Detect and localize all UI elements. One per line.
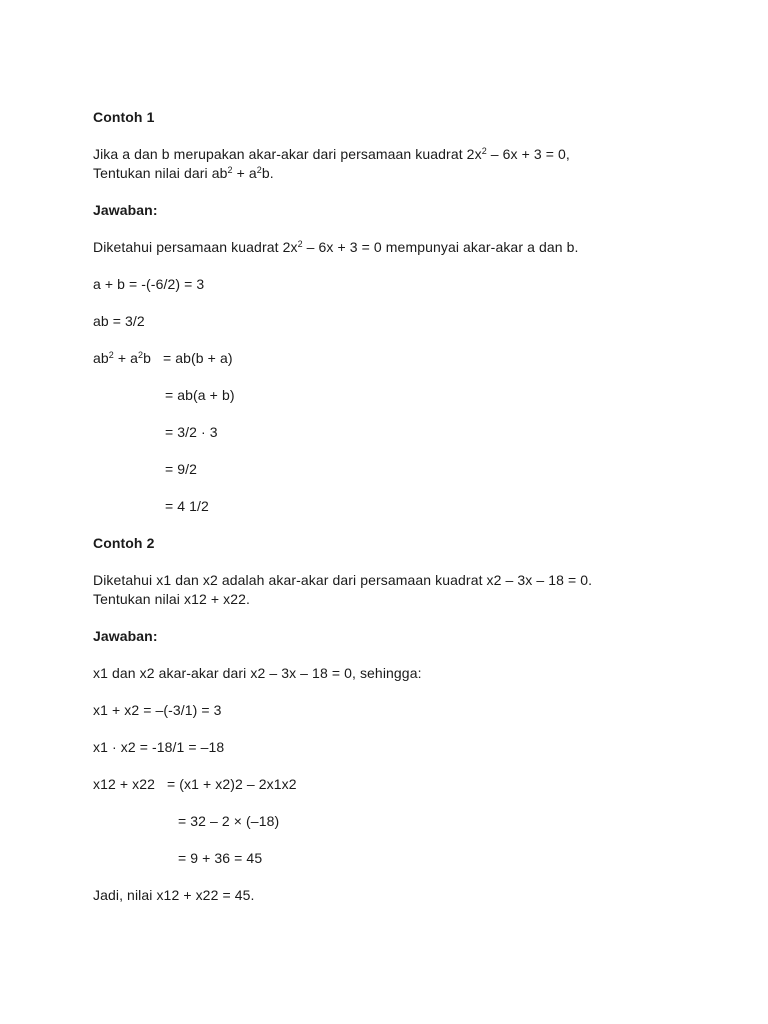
superscript: 2 bbox=[481, 146, 487, 156]
example2-given: x1 dan x2 akar-akar dari x2 – 3x – 18 = 0, sehingga: bbox=[93, 665, 422, 681]
example2-expression: x12 + x22 = (x1 + x2)2 – 2x1x2 bbox=[93, 776, 297, 792]
example2-sum: x1 + x2 = –(-3/1) = 3 bbox=[93, 702, 222, 718]
example1-step3: = 9/2 bbox=[165, 461, 198, 477]
example1-step4: = 4 1/2 bbox=[165, 498, 209, 514]
superscript: 2 bbox=[108, 350, 114, 360]
superscript: 2 bbox=[227, 165, 233, 175]
superscript: 2 bbox=[256, 165, 262, 175]
example1-expression bbox=[93, 349, 233, 367]
text-segment: b. bbox=[261, 165, 274, 181]
example2-step1: = 32 – 2 × (–18) bbox=[178, 813, 280, 829]
text-segment: – 6x + 3 = 0, bbox=[486, 146, 570, 162]
example1-question-line1 bbox=[93, 145, 570, 163]
example1-heading: Contoh 1 bbox=[93, 109, 155, 125]
example1-product: ab = 3/2 bbox=[93, 313, 145, 329]
example2-question-line2: Tentukan nilai x12 + x22. bbox=[93, 591, 250, 607]
text-segment: ab bbox=[93, 350, 109, 366]
text-segment: + a bbox=[113, 350, 139, 366]
example2-heading: Contoh 2 bbox=[93, 535, 155, 551]
example1-answer-heading: Jawaban: bbox=[93, 202, 158, 218]
example1-sum: a + b = -(-6/2) = 3 bbox=[93, 276, 205, 292]
example1-step2: = 3/2 · 3 bbox=[165, 424, 218, 440]
superscript: 2 bbox=[138, 350, 144, 360]
example1-question-line2 bbox=[93, 164, 274, 182]
superscript: 2 bbox=[297, 239, 303, 249]
text-segment: – 6x + 3 = 0 mempunyai akar-akar a dan b. bbox=[302, 239, 579, 255]
text-segment: + a bbox=[232, 165, 257, 181]
text-segment: Tentukan nilai dari ab bbox=[93, 165, 228, 181]
example1-step1: = ab(a + b) bbox=[165, 387, 235, 403]
example2-step2: = 9 + 36 = 45 bbox=[178, 850, 263, 866]
example2-product: x1 · x2 = -18/1 = –18 bbox=[93, 739, 225, 755]
example2-question-line1: Diketahui x1 dan x2 adalah akar-akar dari persamaan kuadrat x2 – 3x – 18 = 0. bbox=[93, 572, 593, 588]
text-segment: Diketahui persamaan kuadrat 2x bbox=[93, 239, 298, 255]
example1-given bbox=[93, 238, 578, 256]
text-segment: Jika a dan b merupakan akar-akar dari persamaan kuadrat 2x bbox=[93, 146, 482, 162]
text-segment: b = ab(b + a) bbox=[143, 350, 233, 366]
example2-answer-heading: Jawaban: bbox=[93, 628, 158, 644]
example2-conclusion: Jadi, nilai x12 + x22 = 45. bbox=[93, 887, 255, 903]
